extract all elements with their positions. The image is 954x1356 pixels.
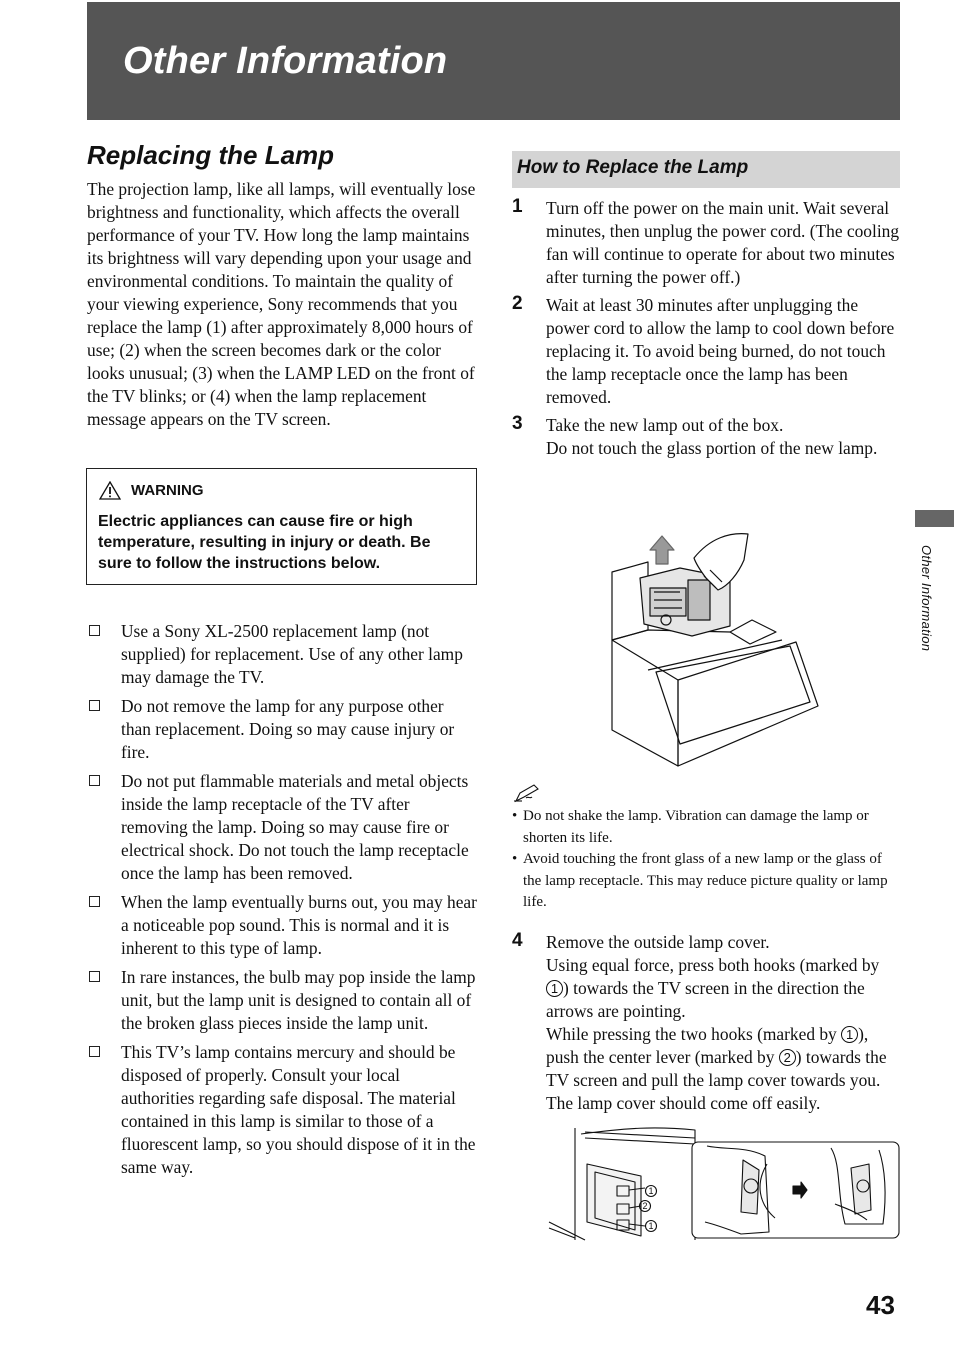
side-tab-marker xyxy=(915,510,954,527)
chapter-header xyxy=(87,2,900,120)
callout-2-label: 2 xyxy=(642,1201,648,1211)
checkbox-icon xyxy=(89,625,100,636)
step-number: 4 xyxy=(512,930,523,951)
chapter-title: Other Information xyxy=(123,40,448,82)
step-2 xyxy=(512,294,900,409)
step-text: Take the new lamp out of the box. xyxy=(546,415,784,435)
step-text: While pressing the two hooks (marked by 1 ), push the center lever (marked by 2 ) towards the TV screen and pull the lamp cover towards you. The lamp cover should come off easily. xyxy=(546,1024,887,1113)
step-3 xyxy=(512,414,900,460)
notes-block xyxy=(512,806,900,914)
callout-1-label: 1 xyxy=(648,1221,654,1231)
step-text: Wait at least 30 minutes after unplugging the power cord to allow the lamp to cool down before replacing it. To avoid being burned, do not touch the lamp receptacle once the lamp has been removed. xyxy=(546,295,895,407)
warning-heading xyxy=(99,481,204,500)
step-text: Do not touch the glass portion of the new lamp. xyxy=(546,438,878,458)
checklist-item: In rare instances, the bulb may pop inside the lamp unit, but the lamp unit is designed to contain all of the broken glass pieces inside the lamp unit. xyxy=(87,966,477,1035)
note-item: • Do not shake the lamp. Vibration can damage the lamp or shorten its life. xyxy=(512,806,900,849)
subsection-title: How to Replace the Lamp xyxy=(517,157,749,178)
intro-paragraph: The projection lamp, like all lamps, will eventually lose brightness and functionality, which affects the overall performance of your TV. How long the lamp maintains its brightness will vary depending upon your usage and environmental conditions. To maintain the quality of your viewing experience, Sony recommends that you replace the lamp (1) after approximately 8,000 hours of use; (2) when the screen becomes dark or the color looks unusual; (3) when the LAMP LED on the front of the TV blinks; or (4) when the lamp replacement message appears on the TV screen. xyxy=(87,179,476,429)
step-text: Using equal force, press both hooks (marked by 1 ) towards the TV screen in the direction the arrows are pointing. xyxy=(546,955,880,1021)
checklist-item: This TV’s lamp contains mercury and should be disposed of properly. Consult your local authorities regarding safe disposal. The material contained in this lamp is similar to those of a fluorescent lamp, so you should dispose of it in the same way. xyxy=(87,1041,477,1179)
lamp-box-illustration xyxy=(600,530,830,770)
step-1 xyxy=(512,197,900,289)
callout-1-label: 1 xyxy=(648,1186,654,1196)
step-number: 2 xyxy=(512,293,523,314)
checkbox-icon xyxy=(89,1046,100,1057)
checklist-item: When the lamp eventually burns out, you may hear a noticeable pop sound. This is normal and it is inherent to this type of lamp. xyxy=(87,891,477,960)
warning-box xyxy=(86,468,477,585)
checkbox-icon xyxy=(89,700,100,711)
notes-list xyxy=(512,806,900,914)
checklist-item: Do not put flammable materials and metal objects inside the lamp receptacle of the TV after removing the lamp. Doing so may cause fire or electrical shock. Do not touch the lamp receptacle once the lamp has been removed. xyxy=(87,770,477,885)
checklist-item: Use a Sony XL-2500 replacement lamp (not supplied) for replacement. Use of any other lamp may damage the TV. xyxy=(87,620,477,689)
warning-label: WARNING xyxy=(131,482,204,499)
section-title: Replacing the Lamp xyxy=(87,140,335,170)
page-number: 43 xyxy=(866,1290,895,1320)
checkbox-icon xyxy=(89,971,100,982)
safety-checklist xyxy=(87,620,477,1185)
checkbox-icon xyxy=(89,775,100,786)
warning-triangle-icon xyxy=(99,481,121,500)
right-column xyxy=(512,151,900,460)
warning-text: Electric appliances can cause fire or high temperature, resulting in injury or death. Be sure to follow the instructions below. xyxy=(98,513,431,572)
note-item: • Avoid touching the front glass of a new lamp or the glass of the lamp receptacle. This may reduce picture quality or lamp life. xyxy=(512,849,900,914)
left-column xyxy=(87,138,479,431)
step-text: Remove the outside lamp cover. xyxy=(546,932,770,952)
step-4 xyxy=(512,931,900,1115)
note-pencil-icon xyxy=(512,783,542,803)
subsection-header xyxy=(512,151,900,188)
step-text: Turn off the power on the main unit. Wait several minutes, then unplug the power cord. (The cooling fan will continue to operate for about two minutes after turning the power off.) xyxy=(546,198,900,287)
step-number: 1 xyxy=(512,196,523,217)
step-number: 3 xyxy=(512,413,523,434)
lamp-cover-illustration xyxy=(545,1124,903,1242)
marker-1-icon: 1 xyxy=(546,980,563,997)
checklist-item: Do not remove the lamp for any purpose other than replacement. Doing so may cause injury or fire. xyxy=(87,695,477,764)
checkbox-icon xyxy=(89,896,100,907)
marker-2-icon: 2 xyxy=(779,1049,796,1066)
side-section-label: Other Information xyxy=(919,545,934,652)
marker-1-icon: 1 xyxy=(841,1026,858,1043)
